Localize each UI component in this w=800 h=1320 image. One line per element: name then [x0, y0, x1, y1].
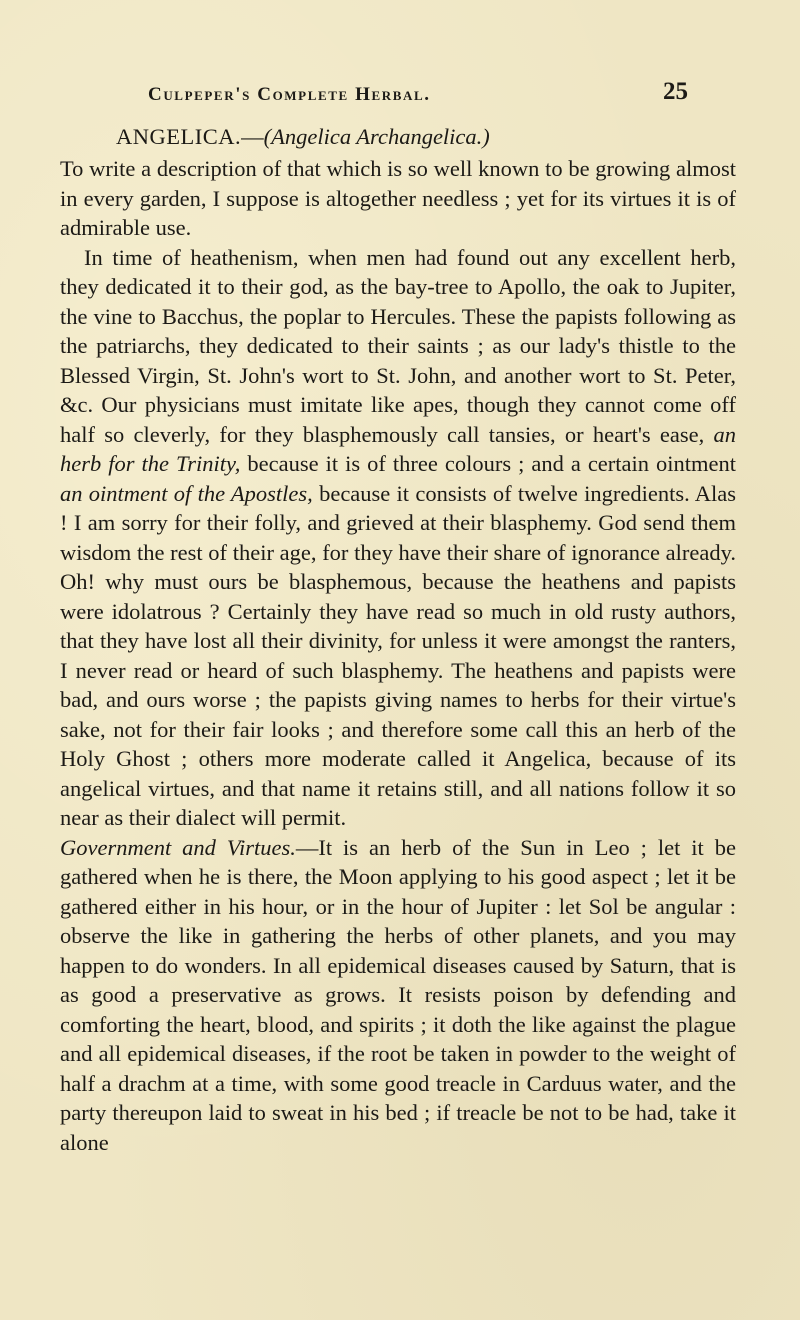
paragraph-history — [60, 243, 736, 833]
entry-dash: — — [241, 124, 264, 149]
government-virtues-text: —It is an herb of the Sun in Leo ; let it be gathered when he is there, the Moon applying to his good aspect ; let it be gathered either in his hour, or in the hour of Jupiter : let Sol be angular : observe the like in gathering the herbs of other planets, and you may happen to do wonders. In all epidemical diseases caused by Saturn, that is as good a preservative as grows. It resists poison by defending and comforting the heart, blood, and spirits ; it doth the like against the plague and all epidemical diseases, if the root be taken in powder to the weight of half a drachm at a time, with some good treacle in Carduus water, and the party thereupon laid to sweat in his bed ; if treacle be not to be had, take it alone — [60, 834, 737, 1155]
history-text-c: because it consists of twelve ingredients. Alas ! I am sorry for their folly, and grieved at their blasphemy. God send them wisdom the rest of their age, for they have their share of ignorance already. Oh! why must ours be blasphemous, because the heathens and papists were idolatrous ? Certainly they have read so much in old rusty authors, that they have lost all their divinity, for unless it were amongst the ranters, I never read or heard of such blasphemy. The heathens and papists were bad, and ours worse ; the papists giving names to herbs for their virtue's sake, not for their fair looks ; and therefore some call this an herb of the Holy Ghost ; others more moderate called it Angelica, because of its angelical virtues, and that name it retains still, and all nations follow it so near as their dialect will permit. — [60, 480, 737, 830]
body-text — [60, 154, 736, 1157]
history-italic-trinity: an herb for the Trinity, — [60, 421, 736, 476]
history-text-b: because it is of three colours ; and a certain ointment — [247, 451, 737, 476]
running-head — [148, 78, 708, 112]
paragraph-description: To write a description of that which is so well known to be growing almost in every garden, I suppose is altogether needless ; yet for its virtues it is of admirable use. — [60, 156, 736, 240]
history-italic-apostles: an ointment of the Apostles, — [60, 480, 313, 506]
entry-latin-name: (Angelica Archangelica.) — [263, 124, 490, 149]
history-text-a: In time of heathenism, when men had found out any excellent herb, they dedicated it to their god, as the bay-tree to Apollo, the oak to Jupiter, the vine to Bacchus, the poplar to Hercules. These the papists following as the patriarchs, they dedicated to their saints ; as our lady's thistle to the Blessed Virgin, St. John's wort to St. John, and another wort to St. Peter, &c. Our physicians must imitate like apes, though they cannot come off half so cleverly, for they blasphemously call tansies, or heart's ease, — [60, 244, 736, 447]
entry-heading — [116, 124, 490, 150]
running-title: Culpeper's Complete Herbal. — [148, 84, 431, 105]
paragraph-government-virtues — [60, 833, 736, 1158]
entry-name: ANGELICA. — [116, 124, 242, 149]
page-number: 25 — [663, 78, 688, 105]
government-virtues-label: Government and Virtues. — [60, 834, 296, 860]
